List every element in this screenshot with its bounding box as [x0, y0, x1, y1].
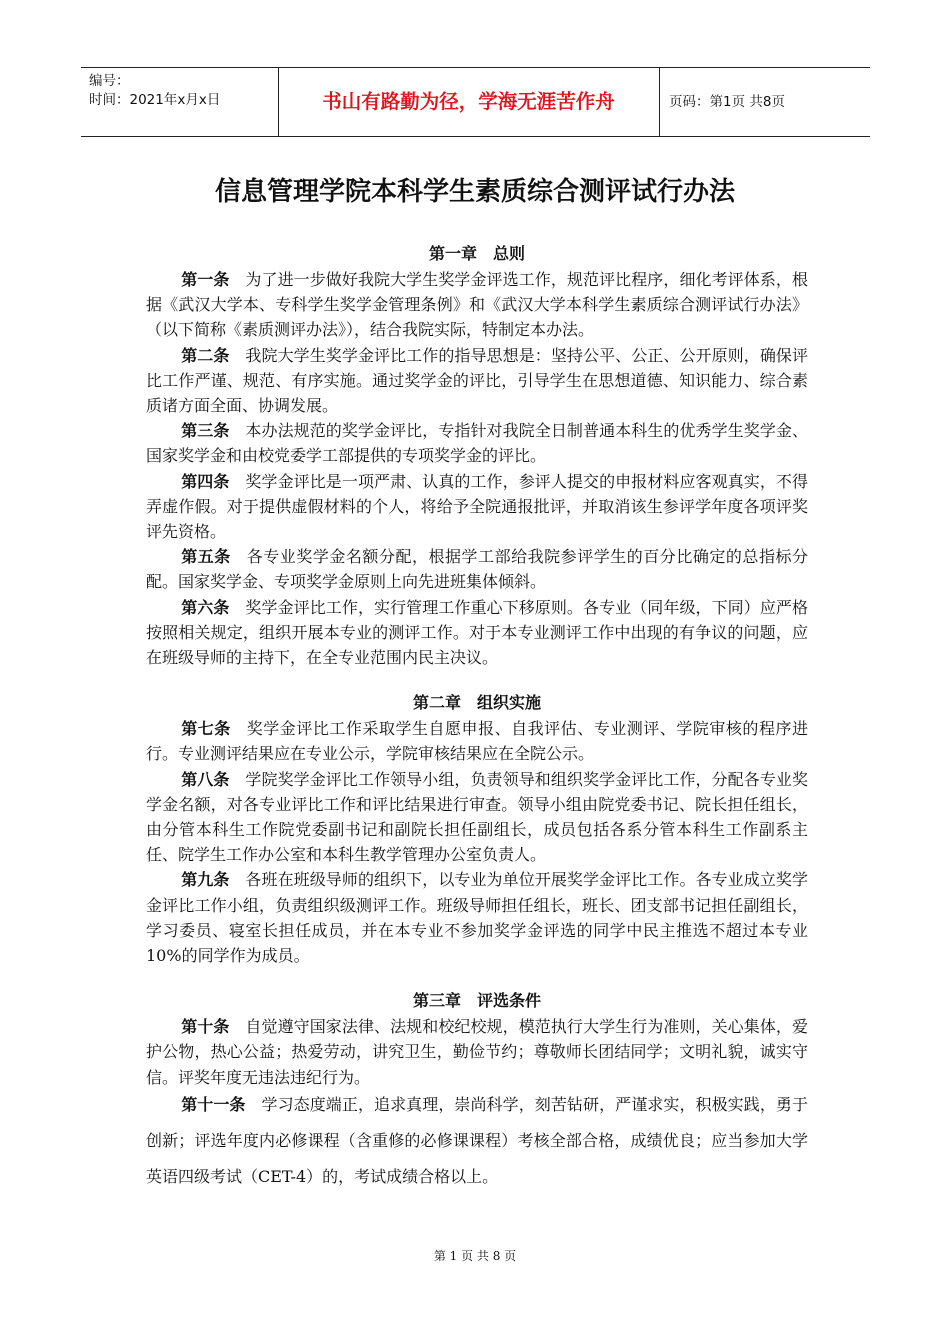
article — [146, 1087, 808, 1195]
chapter-heading — [146, 988, 808, 1014]
document-number-label: 编号： — [89, 73, 130, 89]
document-title: 信息管理学院本科学生素质综合测评试行办法 — [214, 177, 735, 207]
document-body — [146, 241, 808, 1195]
article-label: 第六条 — [181, 597, 230, 617]
article-text: 奖学金评比工作，实行管理工作重心下移原则。各专业（同年级，下同）应严格按照相关规定，组织开展本专业的测评工作。对于本专业测评工作中出现的有争议的问题，应在班级导师的主持下，在全专业范围内民主决议。 — [146, 597, 808, 668]
article — [146, 1014, 808, 1090]
article-text: 自觉遵守国家法律、法规和校纪校规，模范执行大学生行为准则，关心集体，爱护公物，热心公益；热爱劳动，讲究卫生，勤俭节约；尊敬师长团结同学；文明礼貌，诚实守信。评奖年度无违法违纪行为。 — [146, 1017, 808, 1087]
article-text: 为了进一步做好我院大学生奖学金评选工作，规范评比程序，细化考评体系，根据《武汉大学本、专科学生奖学金管理条例》和《武汉大学本科学生素质综合测评试行办法》（以下简称《素质测评办法》），结合我院实际，特制定本办法。 — [146, 270, 808, 340]
chapter-number: 第一章 — [428, 244, 477, 263]
article-label: 第二条 — [181, 345, 230, 365]
page-footer: 第 1 页 共 8 页 — [433, 1249, 517, 1263]
article-label: 第八条 — [181, 769, 230, 789]
chapter-name: 组织实施 — [477, 693, 542, 713]
article-label: 第一条 — [181, 270, 230, 289]
article-text: 各班在班级导师的组织下，以专业为单位开展奖学金评比工作。各专业成立奖学金评比工作小组，负责组织级测评工作。班级导师担任组长，班长、团支部书记担任副组长，学习委员、寝室长担任成员，并在本专业不参加奖学金评选的同学中民主推选不超过本专业10%的同学作为成员。 — [146, 870, 808, 966]
article — [146, 469, 808, 545]
header-page-info: 页码：第1页 共8页 — [669, 94, 785, 110]
article-text: 我院大学生奖学金评比工作的指导思想是：坚持公平、公正、公开原则，确保评比工作严谨、规范、有序实施。通过奖学金的评比，引导学生在思想道德、知识能力、综合素质诸方面全面、协调发展。 — [146, 345, 808, 416]
header-divider — [659, 68, 660, 136]
article-text: 奖学金评比工作采取学生自愿申报、自我评估、专业测评、学院审核的程序进行。专业测评结果应在专业公示，学院审核结果应在全院公示。 — [146, 719, 808, 764]
article-text: 各专业奖学金名额分配，根据学工部给我院参评学生的百分比确定的总指标分配。国家奖学金、专项奖学金原则上向先进班集体倾斜。 — [146, 547, 808, 592]
article-text: 学院奖学金评比工作领导小组，负责领导和组织奖学金评比工作，分配各专业奖学金名额，对各专业评比工作和评比结果进行审查。领导小组由院党委书记、院长担任组长，由分管本科生工作院党委副书记和副院长担任副组长，成员包括各系分管本科生工作副系主任、院学生工作办公室和本科生教学管理办公室负责人。 — [146, 769, 808, 865]
chapter-heading — [146, 241, 808, 267]
article — [146, 544, 808, 594]
section-spacer — [146, 968, 808, 988]
article — [146, 595, 808, 671]
article-text: 本办法规范的奖学金评比，专指针对我院全日制普通本科生的优秀学生奖学金、国家奖学金和由校党委学工部提供的专项奖学金的评比。 — [146, 421, 808, 466]
article — [146, 343, 808, 419]
article — [146, 867, 808, 968]
chapter-name: 评选条件 — [477, 991, 542, 1011]
article-text: 奖学金评比是一项严肃、认真的工作，参评人提交的申报材料应客观真实，不得弄虚作假。对于提供虚假材料的个人，将给予全院通报批评，并取消该生参评学年度各项评奖评先资格。 — [146, 471, 808, 542]
chapter-number: 第二章 — [412, 693, 461, 713]
article-label: 第三条 — [181, 421, 230, 441]
article — [146, 716, 808, 766]
header-motto: 书山有路勤为径，学海无涯苦作舟 — [322, 90, 615, 113]
chapter-number: 第三章 — [412, 991, 461, 1011]
section-spacer — [146, 670, 808, 690]
document-date: 时间：2021年x月x日 — [89, 92, 221, 108]
chapter-name: 总则 — [493, 244, 526, 263]
article-label: 第七条 — [181, 719, 231, 739]
article — [146, 418, 808, 468]
chapter-heading — [146, 690, 808, 716]
article-text: 学习态度端正，追求真理，崇尚科学，刻苦钻研，严谨求实，积极实践，勇于创新；评选年度内必修课程（含重修的必修课课程）考核全部合格，成绩优良；应当参加大学英语四级考试（CET-4）的，考试成绩合格以上。 — [146, 1094, 808, 1186]
article-label: 第四条 — [181, 471, 230, 491]
article-label: 第五条 — [181, 547, 231, 567]
header-meta — [89, 72, 285, 110]
document-header — [81, 67, 870, 137]
article-label: 第十一条 — [181, 1094, 246, 1114]
article-label: 第十条 — [181, 1017, 230, 1037]
article — [146, 267, 808, 343]
article-label: 第九条 — [181, 870, 230, 890]
article — [146, 767, 808, 868]
